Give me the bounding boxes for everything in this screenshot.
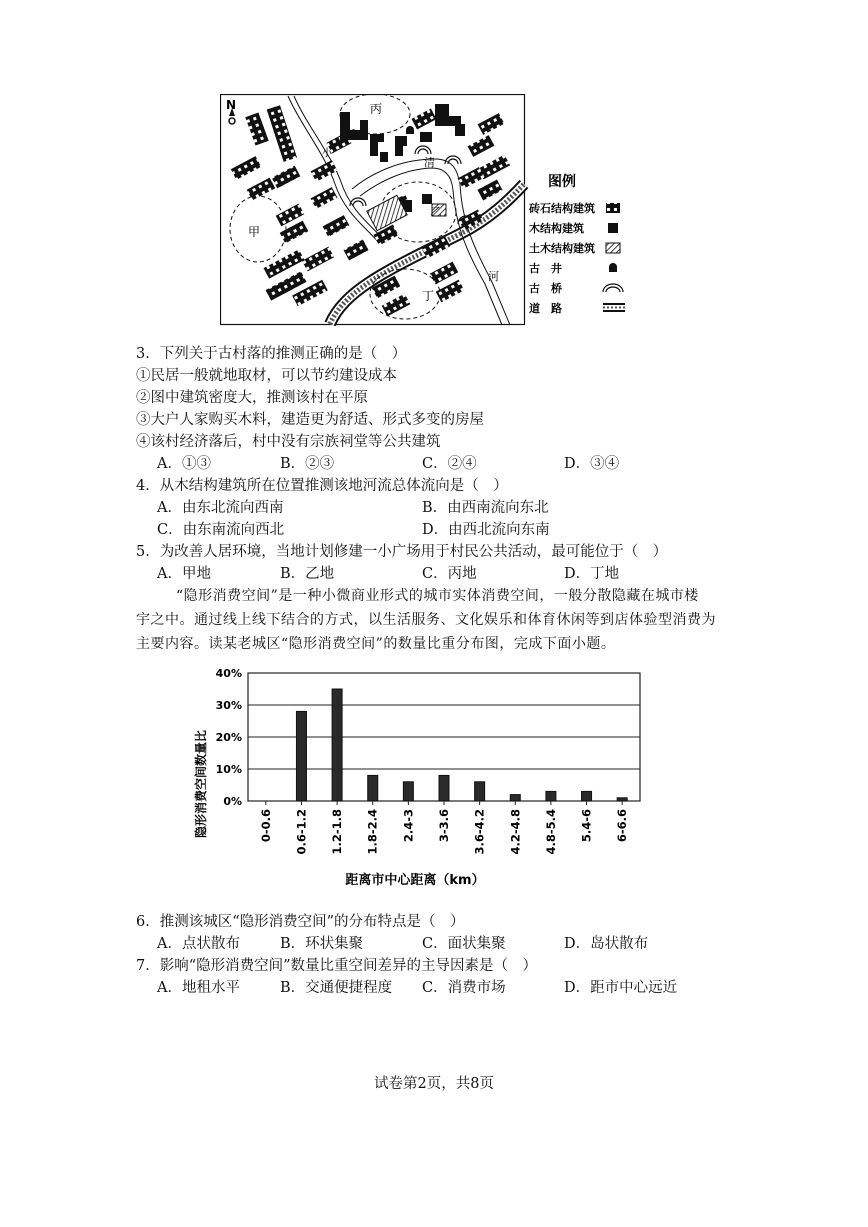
q3-option-c[interactable]: C．②④: [422, 456, 477, 472]
q5-option-c[interactable]: C．丙地: [422, 566, 477, 582]
page-footer: 试卷第2页，共8页: [374, 1076, 494, 1092]
river-char-xiao: 小: [322, 148, 332, 159]
map-legend: [528, 173, 625, 315]
chart-bar: [439, 775, 449, 801]
chart-y-axis-label: 隐形消费空间数量比: [194, 729, 208, 839]
bar-chart-svg: [185, 662, 655, 894]
q4-option-c[interactable]: C．由东南流向西北: [157, 522, 285, 538]
ancient-well-icon: [406, 126, 414, 134]
chart-bar: [617, 798, 627, 801]
q6-option-a[interactable]: A．点状散布: [157, 936, 240, 952]
chart-y-tick-label: 10%: [215, 763, 242, 776]
legend-title: 图例: [548, 174, 576, 190]
q4-option-a[interactable]: A．由东北流向西南: [157, 500, 284, 516]
chart-x-axis-label: 距离市中心距离（km）: [345, 873, 485, 888]
passage-line-1: “隐形消费空间”是一种小微商业形式的城市实体消费空间，一般分散隐藏在城市楼: [176, 588, 699, 604]
well-legend-icon: [609, 263, 617, 272]
q3-stem: 3．下列关于古村落的推测正确的是（ ）: [136, 346, 407, 362]
area-label-jia: 甲: [248, 225, 261, 239]
passage-line-2: 宇之中。通过线上线下结合的方式，以生活服务、文化娱乐和体育休闲等到店体验型消费为: [136, 612, 716, 628]
legend-bridge: 古 桥: [529, 282, 562, 295]
q5-stem: 5．为改善人居环境，当地计划修建一小广场用于村民公共活动，最可能位于（ ）: [136, 544, 668, 560]
chart-x-tick-label: 3-3.6: [437, 809, 451, 843]
chart-y-tick-label: 0%: [223, 795, 242, 808]
area-label-ding: 丁: [422, 289, 435, 303]
legend-wood: 木结构建筑: [529, 222, 584, 235]
q7-option-b[interactable]: B．交通便捷程度: [280, 980, 393, 996]
q7-option-a[interactable]: A．地租水平: [157, 980, 240, 996]
q3-option-d[interactable]: D．③④: [564, 456, 620, 472]
chart-x-tick-label: 4.2-4.8: [508, 809, 523, 855]
q3-option-b[interactable]: B．②③: [280, 456, 335, 472]
village-map-svg: [220, 94, 640, 326]
legend-well: 古 井: [529, 262, 562, 275]
chart-bar: [582, 791, 592, 801]
bar-chart-figure: [185, 662, 655, 894]
brick-legend-icon: [606, 203, 620, 213]
q4-option-d[interactable]: D．由西北流向东南: [422, 522, 550, 538]
chart-bar: [403, 782, 413, 801]
chart-bar: [546, 791, 556, 801]
chart-bar: [368, 775, 378, 801]
q3-statement-1: ①民居一般就地取材，可以节约建设成本: [136, 368, 397, 384]
chart-x-tick-label: 0.6-1.2: [294, 809, 309, 855]
q3-option-a[interactable]: A．①③: [157, 456, 211, 472]
chart-y-tick-label: 30%: [215, 699, 242, 712]
chart-x-tick-label: 5.4-6: [579, 809, 594, 843]
bridge-legend-icon: [603, 284, 623, 292]
q5-option-a[interactable]: A．甲地: [157, 566, 211, 582]
q5-option-b[interactable]: B．乙地: [280, 566, 335, 582]
legend-road: 道 路: [529, 302, 562, 315]
q6-option-c[interactable]: C．面状集聚: [422, 936, 506, 952]
legend-earth-wood: 土木结构建筑: [529, 242, 595, 255]
chart-bar: [510, 795, 520, 801]
area-label-yi: 乙: [430, 205, 443, 219]
q7-stem: 7．影响“隐形消费空间”数量比重空间差异的主导因素是（ ）: [136, 958, 538, 974]
q7-option-d[interactable]: D．距市中心远近: [564, 980, 678, 996]
q3-statement-4: ④该村经济落后，村中没有宗族祠堂等公共建筑: [136, 434, 441, 450]
area-label-bing: 丙: [370, 102, 383, 116]
village-map-figure: [220, 94, 640, 326]
q6-option-b[interactable]: B．环状集聚: [280, 936, 364, 952]
q7-option-c[interactable]: C．消费市场: [422, 980, 506, 996]
chart-x-tick-label: 6-6.6: [615, 809, 630, 843]
q4-stem: 4．从木结构建筑所在位置推测该地河流总体流向是（ ）: [136, 478, 508, 494]
q6-stem: 6．推测该城区“隐形消费空间”的分布特点是（ ）: [136, 914, 465, 930]
river-char-he: 河: [488, 270, 499, 283]
q3-statement-2: ②图中建筑密度大，推测该村在平原: [136, 390, 368, 406]
chart-x-tick-label: 1.2-1.8: [330, 809, 345, 855]
q4-option-b[interactable]: B．由西南流向东北: [422, 500, 549, 516]
chart-x-tick-label: 2.4-3: [401, 809, 416, 843]
q3-statement-3: ③大户人家购买木料，建造更为舒适、形式多变的房屋: [136, 412, 484, 428]
chart-bar: [296, 711, 306, 801]
chart-y-tick-label: 40%: [215, 667, 242, 680]
north-label: N: [226, 98, 237, 112]
earth-wood-legend-icon: [606, 243, 620, 253]
q5-option-d[interactable]: D．丁地: [564, 566, 620, 582]
chart-x-tick-label: 4.8-5.4: [543, 809, 558, 855]
chart-x-tick-label: 1.8-2.4: [365, 809, 380, 855]
chart-x-tick-label: 0-0.6: [258, 809, 273, 843]
wood-legend-icon: [608, 223, 618, 233]
chart-bar: [332, 689, 342, 801]
legend-brick: 砖石结构建筑: [529, 202, 595, 215]
passage-line-3: 主要内容。读某老城区“隐形消费空间”的数量比重分布图，完成下面小题。: [136, 636, 616, 652]
q6-option-d[interactable]: D．岛状散布: [564, 936, 649, 952]
chart-x-tick-label: 3.6-4.2: [472, 809, 487, 855]
chart-bar: [475, 782, 485, 801]
road-legend-icon: [603, 303, 625, 312]
river-char-qing: 清: [424, 156, 435, 169]
chart-y-tick-label: 20%: [215, 731, 242, 744]
